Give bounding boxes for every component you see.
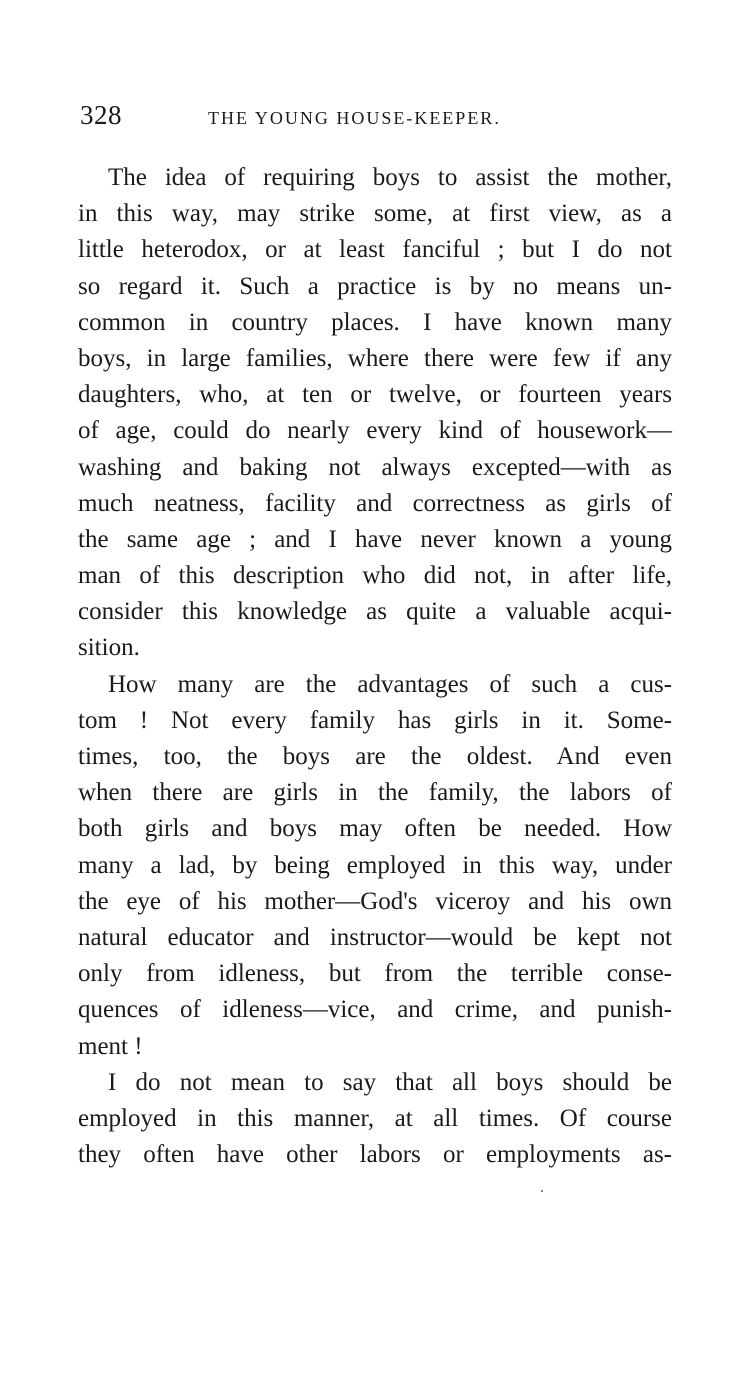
text-line: sition. [78, 634, 140, 662]
text-line: daughters, who, at ten or twelve, or fourteen years [78, 381, 672, 409]
text-line: so regard it. Such a practice is by no means un- [78, 272, 672, 300]
text-line: little heterodox, or at least fanciful ; but I do not [78, 236, 672, 264]
text-line: the same age ; and I have never known a young [78, 525, 672, 553]
text-line: consider this knowledge as quite a valuable acqui- [78, 598, 672, 626]
body-text [78, 160, 672, 1173]
text-line: the eye of his mother—God's viceroy and his own [78, 887, 672, 915]
text-line: of age, could do nearly every kind of housework— [78, 417, 672, 445]
text-line: much neatness, facility and correctness as girls of [78, 489, 672, 517]
text-line: I do not mean to say that all boys should be [108, 1068, 672, 1096]
paragraph-1 [78, 160, 672, 667]
text-line: ment ! [78, 1032, 143, 1060]
text-line: How many are the advantages of such a cus- [108, 670, 672, 698]
text-line: only from idleness, but from the terrible conse- [78, 960, 672, 988]
text-line: employed in this manner, at all times. Of course [78, 1104, 672, 1132]
text-line: tom ! Not every family has girls in it. Some- [78, 706, 672, 734]
running-title: THE YOUNG HOUSE-KEEPER. [208, 108, 501, 128]
text-line: in this way, may strike some, at first view, as a [78, 200, 672, 228]
text-line: both girls and boys may often be needed. How [78, 815, 672, 843]
text-line: boys, in large families, where there were few if any [78, 344, 672, 372]
text-line: washing and baking not always excepted—with as [78, 453, 672, 481]
text-line: man of this description who did not, in after life, [78, 562, 672, 590]
text-line: common in country places. I have known many [78, 308, 672, 336]
paragraph-3 [78, 1065, 672, 1174]
text-line: they often have other labors or employments as- [78, 1141, 672, 1169]
text-line: times, too, the boys are the oldest. And even [78, 743, 672, 770]
page-number: 328 [80, 100, 122, 130]
paragraph-2 [78, 667, 672, 1065]
text-line: many a lad, by being employed in this way, under [78, 851, 672, 879]
running-head [80, 100, 680, 140]
text-line: quences of idleness—vice, and crime, and punish- [78, 996, 672, 1024]
text-line: when there are girls in the family, the labors of [78, 779, 672, 807]
print-speck [541, 1190, 543, 1192]
text-line: natural educator and instructor—would be kept not [78, 923, 672, 951]
text-line: The idea of requiring boys to assist the mother, [108, 164, 672, 191]
